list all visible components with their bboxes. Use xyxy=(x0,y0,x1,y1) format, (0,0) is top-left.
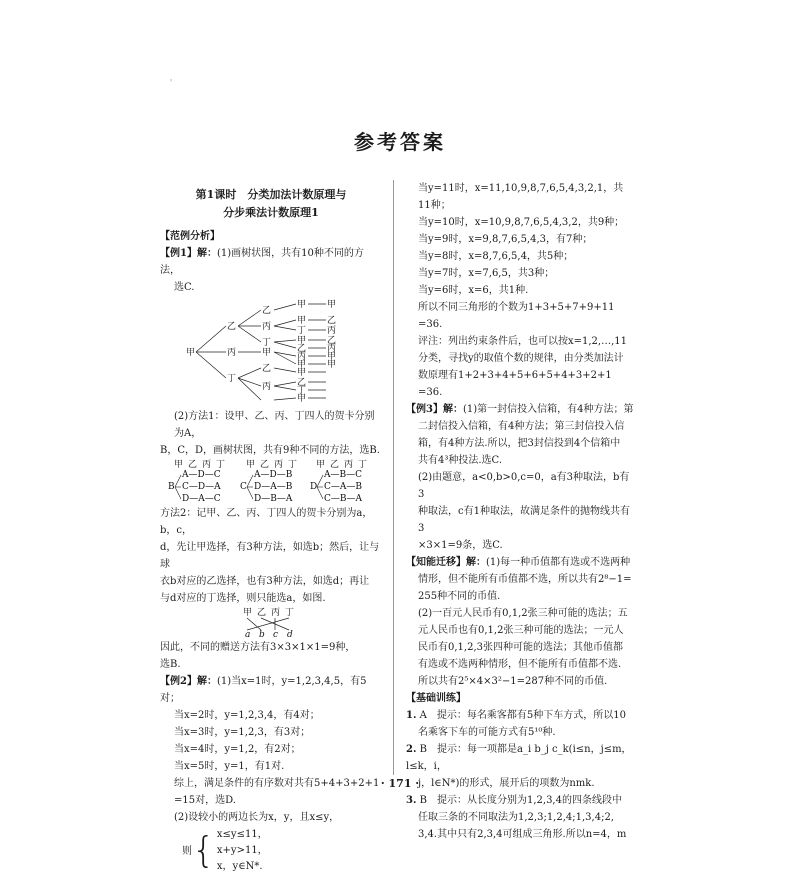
section-heading: 【基础训练】 xyxy=(406,693,466,704)
tree-node: 甲 xyxy=(297,316,307,326)
paragraph: 衣b对应的乙选择，也有3种方法，如选d；再让 xyxy=(160,576,370,587)
paragraph: 综上，满足条件的有序数对共有5+4+3+2+1 xyxy=(174,778,380,789)
tree-node: 丁 xyxy=(227,374,237,384)
paragraph: 有选或不选两种情形，但不能所有币值都不选. xyxy=(418,659,622,670)
text: A 提示：每名乘客都有5种下车方式，所以10 xyxy=(419,710,626,721)
tree-node: 乙 xyxy=(297,344,307,354)
paragraph: (2)设较小的两边长为x，y，且x≤y， xyxy=(174,812,340,823)
tree-node: 丙 xyxy=(344,460,354,470)
tree-node: A—D—B xyxy=(254,470,293,480)
paragraph: 数原理有1+2+3+4+5+6+5+4+3+2+1 xyxy=(418,370,612,381)
text: (1)当x=1时，y=1,2,3,4,5，有5对； xyxy=(160,676,367,704)
paragraph: 因此，不同的赠送方法有3×3×1×1=9种， xyxy=(160,642,356,653)
tree-node: 甲 xyxy=(297,336,307,346)
right-column xyxy=(406,180,634,843)
column-divider xyxy=(393,180,394,775)
tree-node: 丁 xyxy=(285,608,295,618)
tree-node: 甲 xyxy=(327,300,337,310)
tree-node: 甲 xyxy=(327,360,337,370)
paragraph: 当x=3时，y=1,2,3，有3对； xyxy=(174,727,311,738)
section-heading: 【范例分析】 xyxy=(160,231,220,242)
paragraph: 当y=6时，x=6，共1种. xyxy=(418,285,529,296)
tree-node: 乙 xyxy=(327,336,337,346)
tree-node: 甲 xyxy=(174,460,184,470)
tree-node: C—D—A xyxy=(182,482,221,492)
tree-node: 丁 xyxy=(288,460,298,470)
tree-node: 乙 xyxy=(257,608,267,618)
tree-node: 丙 xyxy=(271,608,281,618)
paragraph: 当x=2时，y=1,2,3,4，有4对； xyxy=(174,710,320,721)
page-number: · 171 · xyxy=(380,777,420,790)
tree-node: 丙 xyxy=(227,348,237,358)
tree-node: 甲 xyxy=(246,460,256,470)
paragraph: =36. xyxy=(418,387,443,398)
tree-node: 丁 xyxy=(262,338,272,348)
tree-node: C xyxy=(240,482,247,492)
tree-node: 甲 xyxy=(327,352,337,362)
paragraph: (2)方法1：设甲、乙、丙、丁四人的贺卡分别为A， xyxy=(174,411,375,439)
paragraph: 方法2：记甲、乙、丙、丁四人的贺卡分别为a，b，c， xyxy=(160,508,373,536)
tree-node: 乙 xyxy=(297,378,307,388)
paragraph: 与d对应的丁选择，则只能选a，如图. xyxy=(160,593,326,604)
paragraph: 名乘客下车的可能方式有5¹⁰种. xyxy=(418,727,556,738)
tree-node: 丁 xyxy=(358,460,368,470)
tree-node: 甲 xyxy=(316,460,326,470)
condition-system xyxy=(182,826,382,876)
tree-node: 丙 xyxy=(327,326,337,336)
example-label: 【例3】解： xyxy=(406,404,463,415)
exercise-line xyxy=(406,741,634,775)
tree-diagram-2 xyxy=(166,459,376,505)
tree-node: D xyxy=(310,482,318,492)
paragraph: 共有4³种投法.选C. xyxy=(418,455,503,466)
tree-node: c xyxy=(273,630,279,639)
tree-node: 丁 xyxy=(297,326,307,336)
paragraph: 当x=5时，y=1，有1对. xyxy=(174,761,285,772)
paragraph: 箱，有4种方法.所以，把3封信投到4个信箱中 xyxy=(418,438,621,449)
tree-node: C—B—A xyxy=(324,494,362,504)
paragraph: 11种； xyxy=(418,200,451,211)
tree-node: 甲 xyxy=(243,608,253,618)
tree-node: 乙 xyxy=(227,322,237,332)
tree-node: 丙 xyxy=(202,460,212,470)
paragraph: 255种不同的币值. xyxy=(418,591,501,602)
paragraph: 当y=11时，x=11,10,9,8,7,6,5,4,3,2,1，共 xyxy=(418,183,624,194)
paragraph: =15对，选D. xyxy=(174,795,236,806)
lesson-title xyxy=(160,186,382,222)
paragraph: 3,4.其中只有2,3,4可组成三角形.所以n=4，m xyxy=(418,829,627,840)
paragraph: 所以不同三角形的个数为1+3+5+7+9+11 xyxy=(418,302,615,313)
text: (1)每一种币值都有选或不选两种 xyxy=(486,557,631,568)
paragraph xyxy=(160,673,382,707)
tree-node: 乙 xyxy=(327,316,337,326)
paragraph: 二封信投入信箱，有4种方法；第三封信投入信 xyxy=(418,421,625,432)
tree-node: 乙 xyxy=(330,460,340,470)
paragraph: 当y=9时，x=9,8,7,6,5,4,3，有7种； xyxy=(418,234,593,245)
tree-node: 乙 xyxy=(262,364,272,374)
text: (1)第一封信投入信箱，有4种方法；第 xyxy=(462,404,634,415)
paragraph: 选C. xyxy=(174,282,195,293)
tree-node: 甲 xyxy=(297,300,307,310)
paragraph: 评注：列出约束条件后，也可以按x=1,2,…,11 xyxy=(418,336,628,347)
paragraph: 选B. xyxy=(160,659,181,670)
text: B 提示：从长度分别为1,2,3,4的四条线段中 xyxy=(419,795,622,806)
tree-node: 丙 xyxy=(262,322,272,332)
paragraph: 情形，但不能所有币值都不选，所以共有2⁸−1= xyxy=(418,574,632,585)
tree-node: 甲 xyxy=(297,368,307,378)
tree-node: D—B—A xyxy=(254,494,293,504)
tree-node: 乙 xyxy=(188,460,198,470)
paragraph xyxy=(406,401,634,418)
paragraph: j，l∈N*)的形式，展开后的项数为nmk. xyxy=(418,778,595,789)
paragraph: d，先让甲选择，有3种方法，如选b；然后，让与球 xyxy=(160,542,380,570)
tree-node: B xyxy=(168,482,175,492)
paragraph: 当y=8时，x=8,7,6,5,4，共5种； xyxy=(418,251,574,262)
tree-node: D—A—B xyxy=(254,482,293,492)
exercise-number: 3. xyxy=(406,795,417,806)
lesson-title-line: 第1课时 分类加法计数原理与 xyxy=(195,188,347,201)
tree-node: d xyxy=(287,630,293,639)
paragraph: 种取法，c有1种取法，故满足条件的抛物线共有3 xyxy=(418,506,630,534)
paragraph xyxy=(160,245,382,279)
paragraph: (2)由题意，a<0,b>0,c=0，a有3种取法，b有3 xyxy=(418,472,630,500)
tree-node: 丙 xyxy=(274,460,284,470)
page-title: 参考答案 xyxy=(354,130,446,154)
condition-lines xyxy=(217,827,268,875)
condition-line: x≤y≤11， xyxy=(216,829,268,840)
paragraph: 当y=7时，x=7,6,5，共3种； xyxy=(418,268,555,279)
tree-node: A—D—C xyxy=(182,470,221,480)
paragraph: 当y=10时，x=10,9,8,7,6,5,4,3,2，共9种； xyxy=(418,217,625,228)
paragraph: 民币有0,1,2,3张四种可能的选法；其他币值都 xyxy=(418,642,623,653)
example-label: 【例2】解： xyxy=(160,676,217,687)
paragraph: B，C，D，画树状图，共有9种不同的方法，选B. xyxy=(160,445,380,456)
exercise-line xyxy=(406,707,634,724)
paragraph: 任取三条的不同取法为1,2,3;1,2,4;1,3,4;2, xyxy=(418,812,614,823)
text: B 提示：每一项都是a_i b_j c_k(i≤n，j≤m，l≤k，i， xyxy=(406,744,632,772)
paragraph: ×3×1=9条，选C. xyxy=(418,540,503,551)
tree-node: 丙 xyxy=(327,344,337,354)
tree-node: C—A—B xyxy=(324,482,362,492)
tree-diagram-1 xyxy=(186,296,356,408)
paragraph: (2)一百元人民币有0,1,2张三种可能的选法；五 xyxy=(418,608,628,619)
corner-mark: ' xyxy=(170,78,173,87)
paragraph: 元人民币也有0,1,2张三种可能的选法；一元人 xyxy=(418,625,624,636)
lesson-title-line: 分步乘法计数原理1 xyxy=(223,206,319,219)
paragraph: 分类，寻找y的取值个数的规律，由分类加法计 xyxy=(418,353,624,364)
tree-node: a xyxy=(245,630,251,639)
tree-node: 丁 xyxy=(216,460,226,470)
exercise-number: 2. xyxy=(406,744,417,755)
tree-node: 乙 xyxy=(260,460,270,470)
tree-diagram-3 xyxy=(241,607,301,639)
condition-line: x，y∈N*. xyxy=(216,861,263,872)
example-label: 【例1】解： xyxy=(160,248,217,259)
then-label: 则 xyxy=(182,845,192,857)
tree-node: 甲 xyxy=(262,348,272,358)
brace-symbol: { xyxy=(192,830,215,871)
tree-node: A—B—C xyxy=(324,470,362,480)
tree-node: 丁 xyxy=(297,386,307,396)
tree-node: 甲 xyxy=(297,360,307,370)
paragraph: 所以共有2⁵×4×3²−1=287种不同的币值. xyxy=(418,676,608,687)
text: (1)画树状图，共有10种不同的方法， xyxy=(160,248,364,276)
tree-node: b xyxy=(259,630,265,639)
condition-line: x+y>11， xyxy=(216,845,268,856)
left-column xyxy=(160,180,382,876)
tree-node: 丙 xyxy=(297,352,307,362)
paragraph: =36. xyxy=(418,319,443,330)
exercise-line xyxy=(406,792,634,809)
tree-node: 甲 xyxy=(186,348,196,358)
tree-node: D—A—C xyxy=(182,494,221,504)
tree-node: 甲 xyxy=(297,394,307,404)
paragraph xyxy=(406,554,634,571)
tree-node: 乙 xyxy=(262,306,272,316)
tree-node: 丙 xyxy=(262,382,272,392)
section-label: 【知能迁移】解： xyxy=(406,557,486,568)
exercise-number: 1. xyxy=(406,710,417,721)
paragraph: 当x=4时，y=1,2，有2对； xyxy=(174,744,301,755)
